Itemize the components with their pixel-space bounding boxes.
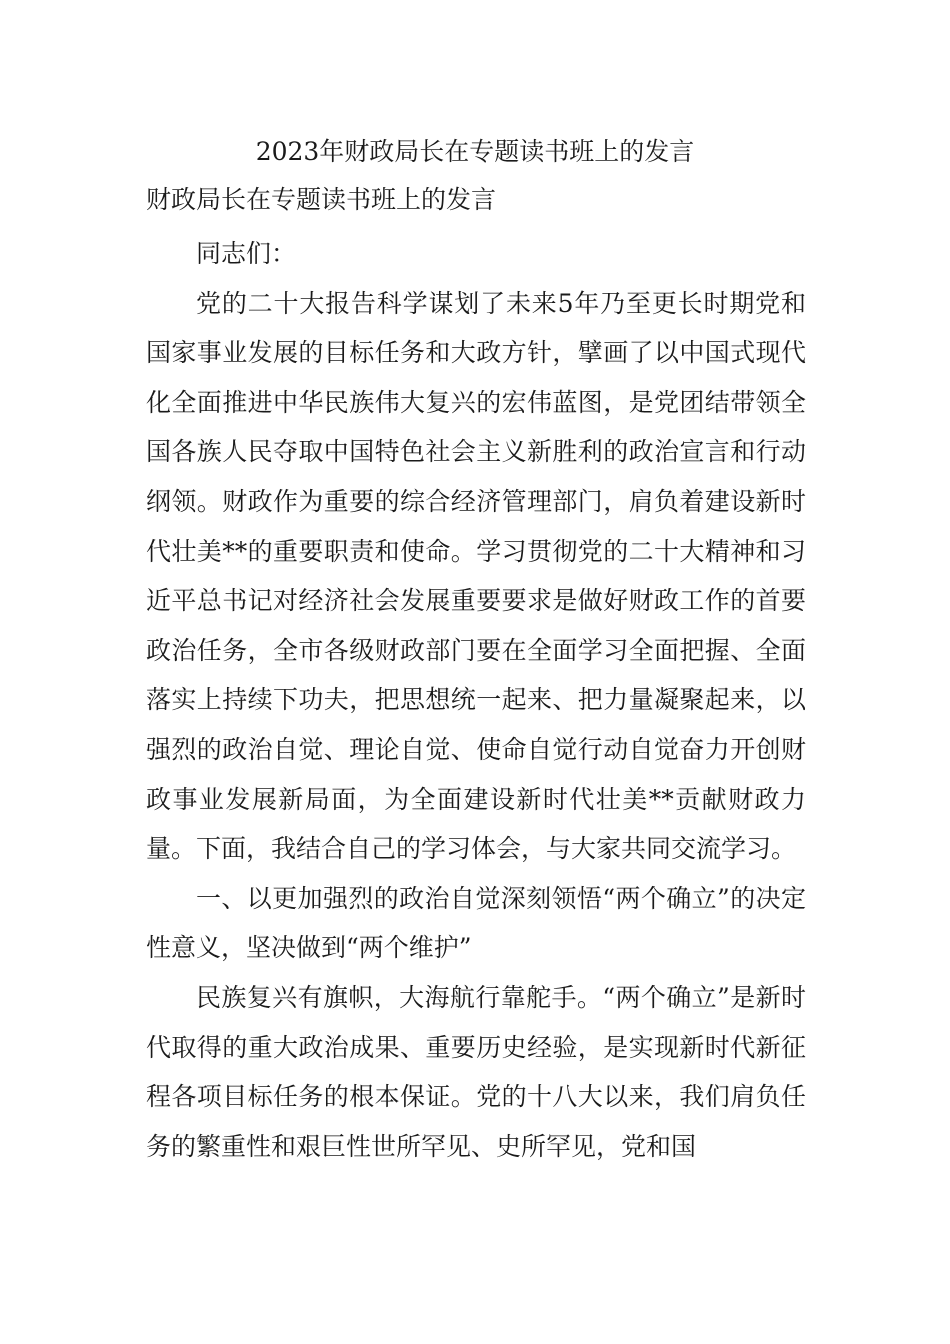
section-heading-1: 一、以更加强烈的政治自觉深刻领悟“两个确立”的决定性意义，坚决做到“两个维护” <box>146 883 806 963</box>
document-subtitle: 财政局长在专题读书班上的发言 <box>146 185 497 214</box>
salutation-paragraph: 同志们： <box>196 239 297 268</box>
document-body <box>146 229 806 1171</box>
section-1-paragraph: 民族复兴有旗帜，大海航行靠舵手。“两个确立”是新时代取得的重大政治成果、重要历史经验，是实现新时代新征程各项目标任务的根本保证。党的十八大以来，我们肩负任务的繁重性和艰巨性世所罕见、史所罕见，党和国 <box>146 982 806 1161</box>
document-title: 2023年财政局长在专题读书班上的发言 <box>255 137 695 166</box>
intro-paragraph: 党的二十大报告科学谋划了未来5年乃至更长时期党和国家事业发展的目标任务和大政方针，擘画了以中国式现代化全面推进中华民族伟大复兴的宏伟蓝图，是党团结带领全国各族人民夺取中国特色社会主义新胜利的政治宣言和行动纲领。财政作为重要的综合经济管理部门，肩负着建设新时代壮美**的重要职责和使命。学习贯彻党的二十大精神和习近平总书记对经济社会发展重要要求是做好财政工作的首要政治任务，全市各级财政部门要在全面学习全面把握、全面落实上持续下功夫，把思想统一起来、把力量凝聚起来，以强烈的政治自觉、理论自觉、使命自觉行动自觉奋力开创财政事业发展新局面，为全面建设新时代壮美**贡献财政力量。下面，我结合自己的学习体会，与大家共同交流学习。 <box>146 288 806 864</box>
